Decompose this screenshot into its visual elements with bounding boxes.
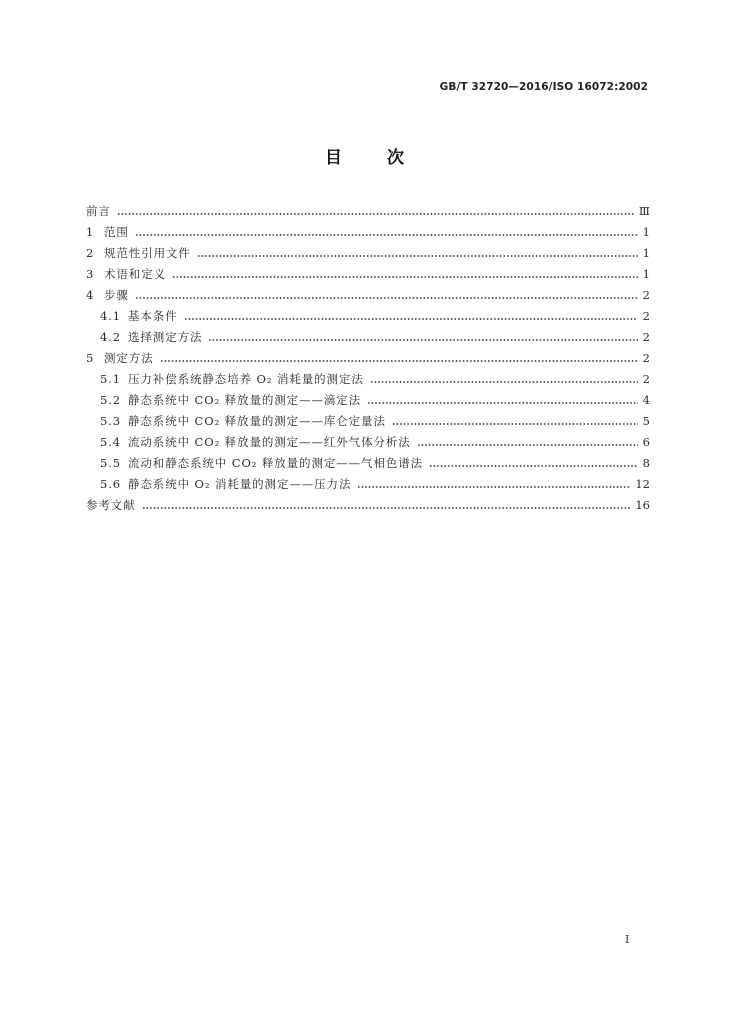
toc-entry-5-1[interactable] [86, 369, 650, 390]
standard-number-header: GB/T 32720—2016/ISO 16072:2002 [439, 81, 648, 93]
table-of-contents [86, 201, 650, 516]
toc-entry-page: 1 [642, 225, 650, 239]
toc-entry-number: 2 [86, 246, 95, 260]
toc-entry-page: 2 [642, 309, 650, 323]
toc-entry-label: 基本条件 [128, 309, 178, 323]
toc-entry-page: 6 [642, 435, 650, 449]
toc-entry-page: Ⅲ [638, 204, 650, 218]
toc-entry-4-2[interactable] [86, 327, 650, 348]
toc-entry-5-5[interactable] [86, 453, 650, 474]
toc-entry-label: 静态系统中 CO₂ 释放量的测定——滴定法 [128, 393, 362, 407]
toc-dot-leader [367, 402, 638, 404]
toc-dot-leader [184, 318, 638, 320]
toc-entry-number: 5.4 [100, 435, 121, 449]
toc-dot-leader [117, 213, 635, 215]
toc-entry-label: 测定方法 [104, 351, 154, 365]
toc-entry-label: 步骤 [104, 288, 129, 302]
toc-entry-5[interactable] [86, 348, 650, 369]
toc-entry-number: 1 [86, 225, 95, 239]
toc-dot-leader [370, 381, 638, 383]
page-title: 目 次 [325, 148, 418, 168]
toc-entry-page: 8 [642, 456, 650, 470]
toc-entry-bibliography[interactable] [86, 495, 650, 516]
toc-entry-page: 2 [642, 351, 650, 365]
toc-entry-label: 范围 [104, 225, 129, 239]
toc-entry-page: 12 [635, 477, 650, 491]
toc-dot-leader [142, 507, 632, 509]
toc-entry-1[interactable] [86, 222, 650, 243]
toc-entry-label: 流动和静态系统中 CO₂ 释放量的测定——气相色谱法 [128, 456, 424, 470]
toc-entry-5-4[interactable] [86, 432, 650, 453]
toc-entry-5-2[interactable] [86, 390, 650, 411]
toc-dot-leader [392, 423, 638, 425]
toc-entry-number: 5 [86, 351, 95, 365]
toc-entry-label: 压力补偿系统静态培养 O₂ 消耗量的测定法 [128, 372, 364, 386]
toc-entry-page: 4 [642, 393, 650, 407]
toc-entry-label: 选择测定方法 [128, 330, 203, 344]
toc-entry-label: 规范性引用文件 [104, 246, 191, 260]
toc-entry-page: 2 [642, 372, 650, 386]
toc-entry-5-3[interactable] [86, 411, 650, 432]
toc-entry-number: 5.5 [100, 456, 121, 470]
toc-dot-leader [172, 276, 638, 278]
toc-entry-number: 4.1 [100, 309, 121, 323]
toc-entry-page: 5 [642, 414, 650, 428]
toc-dot-leader [160, 360, 638, 362]
toc-dot-leader [208, 339, 638, 341]
toc-dot-leader [197, 255, 638, 257]
toc-entry-number: 5.2 [100, 393, 121, 407]
toc-entry-number: 5.3 [100, 414, 121, 428]
toc-entry-2[interactable] [86, 243, 650, 264]
toc-entry-number: 5.6 [100, 477, 121, 491]
toc-dot-leader [357, 486, 631, 488]
toc-dot-leader [135, 297, 638, 299]
toc-entry-label: 流动系统中 CO₂ 释放量的测定——红外气体分析法 [128, 435, 411, 449]
toc-entry-page: 1 [642, 267, 650, 281]
toc-entry-5-6[interactable] [86, 474, 650, 495]
toc-entry-4-1[interactable] [86, 306, 650, 327]
toc-entry-page: 16 [635, 498, 650, 512]
toc-entry-page: 2 [642, 330, 650, 344]
toc-entry-3[interactable] [86, 264, 650, 285]
page-number: Ⅰ [625, 933, 630, 946]
toc-entry-number: 4 [86, 288, 95, 302]
toc-entry-page: 2 [642, 288, 650, 302]
toc-entry-label: 静态系统中 CO₂ 释放量的测定——库仑定量法 [128, 414, 386, 428]
toc-entry-page: 1 [642, 246, 650, 260]
toc-entry-label: 静态系统中 O₂ 消耗量的测定——压力法 [128, 477, 352, 491]
toc-entry-number: 4.2 [100, 330, 121, 344]
toc-entry-label: 前言 [86, 204, 111, 218]
toc-entry-foreword[interactable] [86, 201, 650, 222]
toc-entry-label: 术语和定义 [104, 267, 166, 281]
toc-entry-number: 3 [86, 267, 95, 281]
toc-dot-leader [135, 234, 638, 236]
toc-entry-label: 参考文献 [86, 498, 136, 512]
toc-entry-number: 5.1 [100, 372, 121, 386]
toc-dot-leader [417, 444, 638, 446]
toc-entry-4[interactable] [86, 285, 650, 306]
toc-dot-leader [429, 465, 638, 467]
